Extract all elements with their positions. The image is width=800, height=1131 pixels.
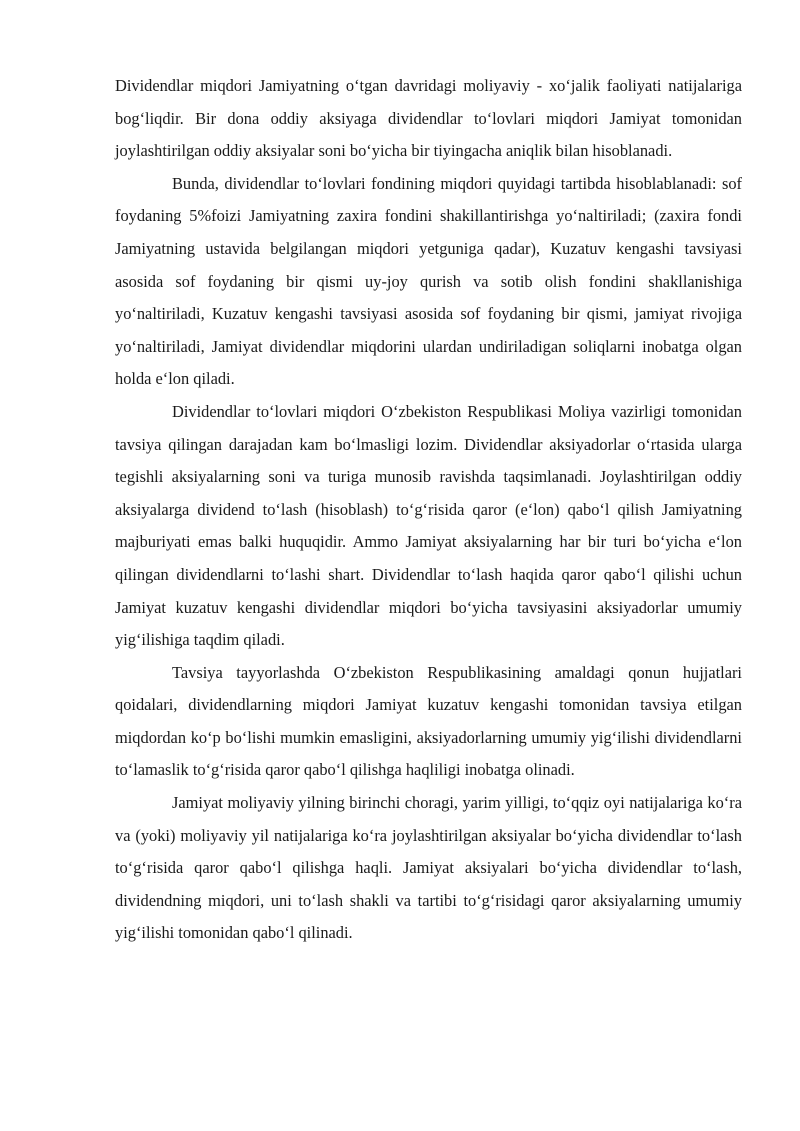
- paragraph-3: Dividendlar to‘lovlari miqdori O‘zbekiston Respublikasi Moliya vazirligi tomonidan tavsiya qilingan darajadan kam bo‘lmasligi lozim. Dividendlar aksiyadorlar o‘rtasida ularga tegishli aksiyalarning soni va turiga munosib ravishda taqsimlanadi. Joylashtirilgan oddiy aksiyalarga dividend to‘lash (hisoblash) to‘g‘risida qaror (e‘lon) qabo‘l qilish Jamiyatning majburiyati emas balki huquqidir. Ammo Jamiyat aksiyalarning har bir turi bo‘yicha e‘lon qilingan dividendlarni to‘lashi shart. Dividendlar to‘lash haqida qaror qabo‘l qilishi uchun Jamiyat kuzatuv kengashi dividendlar miqdori bo‘yicha tavsiyasini aksiyadorlar umumiy yig‘ilishiga taqdim qiladi.: [115, 401, 742, 650]
- paragraph-1: Dividendlar miqdori Jamiyatning o‘tgan davridagi moliyaviy - xo‘jalik faoliyati natijalariga bog‘liqdir. Bir dona oddiy aksiyaga dividendlar to‘lovlari miqdori Jamiyat tomonidan joylashtirilgan oddiy aksiyalar soni bo‘yicha bir tiyingacha aniqlik bilan hisoblanadi.: [115, 76, 742, 161]
- paragraph-2: Bunda, dividendlar to‘lovlari fondining miqdori quyidagi tartibda hisoblablanadi: sof foydaning 5%foizi Jamiyatning zaxira fondini shakillantirishga yo‘naltiriladi; (zaxira fondi Jamiyatning ustavida belgilangan miqdori yetguniga qadar), Kuzatuv kengashi tavsiyasi asosida sof foydaning bir qismi uy-joy qurish va sotib olish fondini shakllanishiga yo‘naltiriladi, Kuzatuv kengashi tavsiyasi asosida sof foydaning bir qismi, jamiyat rivojiga yo‘naltiriladi, Jamiyat dividendlar miqdorini ulardan undiriladigan soliqlarni inobatga olgan holda e‘lon qiladi.: [115, 173, 742, 389]
- paragraph-5: Jamiyat moliyaviy yilning birinchi choragi, yarim yilligi, to‘qqiz oyi natijalariga ko‘ra va (yoki) moliyaviy yil natijalariga ko‘ra joylashtirilgan aksiyalar bo‘yicha dividendlar to‘lash to‘g‘risida qaror qabo‘l qilishga haqli. Jamiyat aksiyalari bo‘yicha dividendlar to‘lash, dividendning miqdori, uni to‘lash shakli va tartibi to‘g‘risidagi qaror aksiyalarning umumiy yig‘ilishi tomonidan qabo‘l qilinadi.: [115, 793, 742, 943]
- document-page: [115, 70, 742, 950]
- paragraph-4: Tavsiya tayyorlashda O‘zbekiston Respublikasining amaldagi qonun hujjatlari qoidalari, dividendlarning miqdori Jamiyat kuzatuv kengashi tomonidan tavsiya etilgan miqdordan ko‘p bo‘lishi mumkin emasligini, aksiyadorlarning umumiy yig‘ilishi dividendlarni to‘lamaslik to‘g‘risida qaror qabo‘l qilishga haqliligi inobatga olinadi.: [115, 662, 742, 780]
